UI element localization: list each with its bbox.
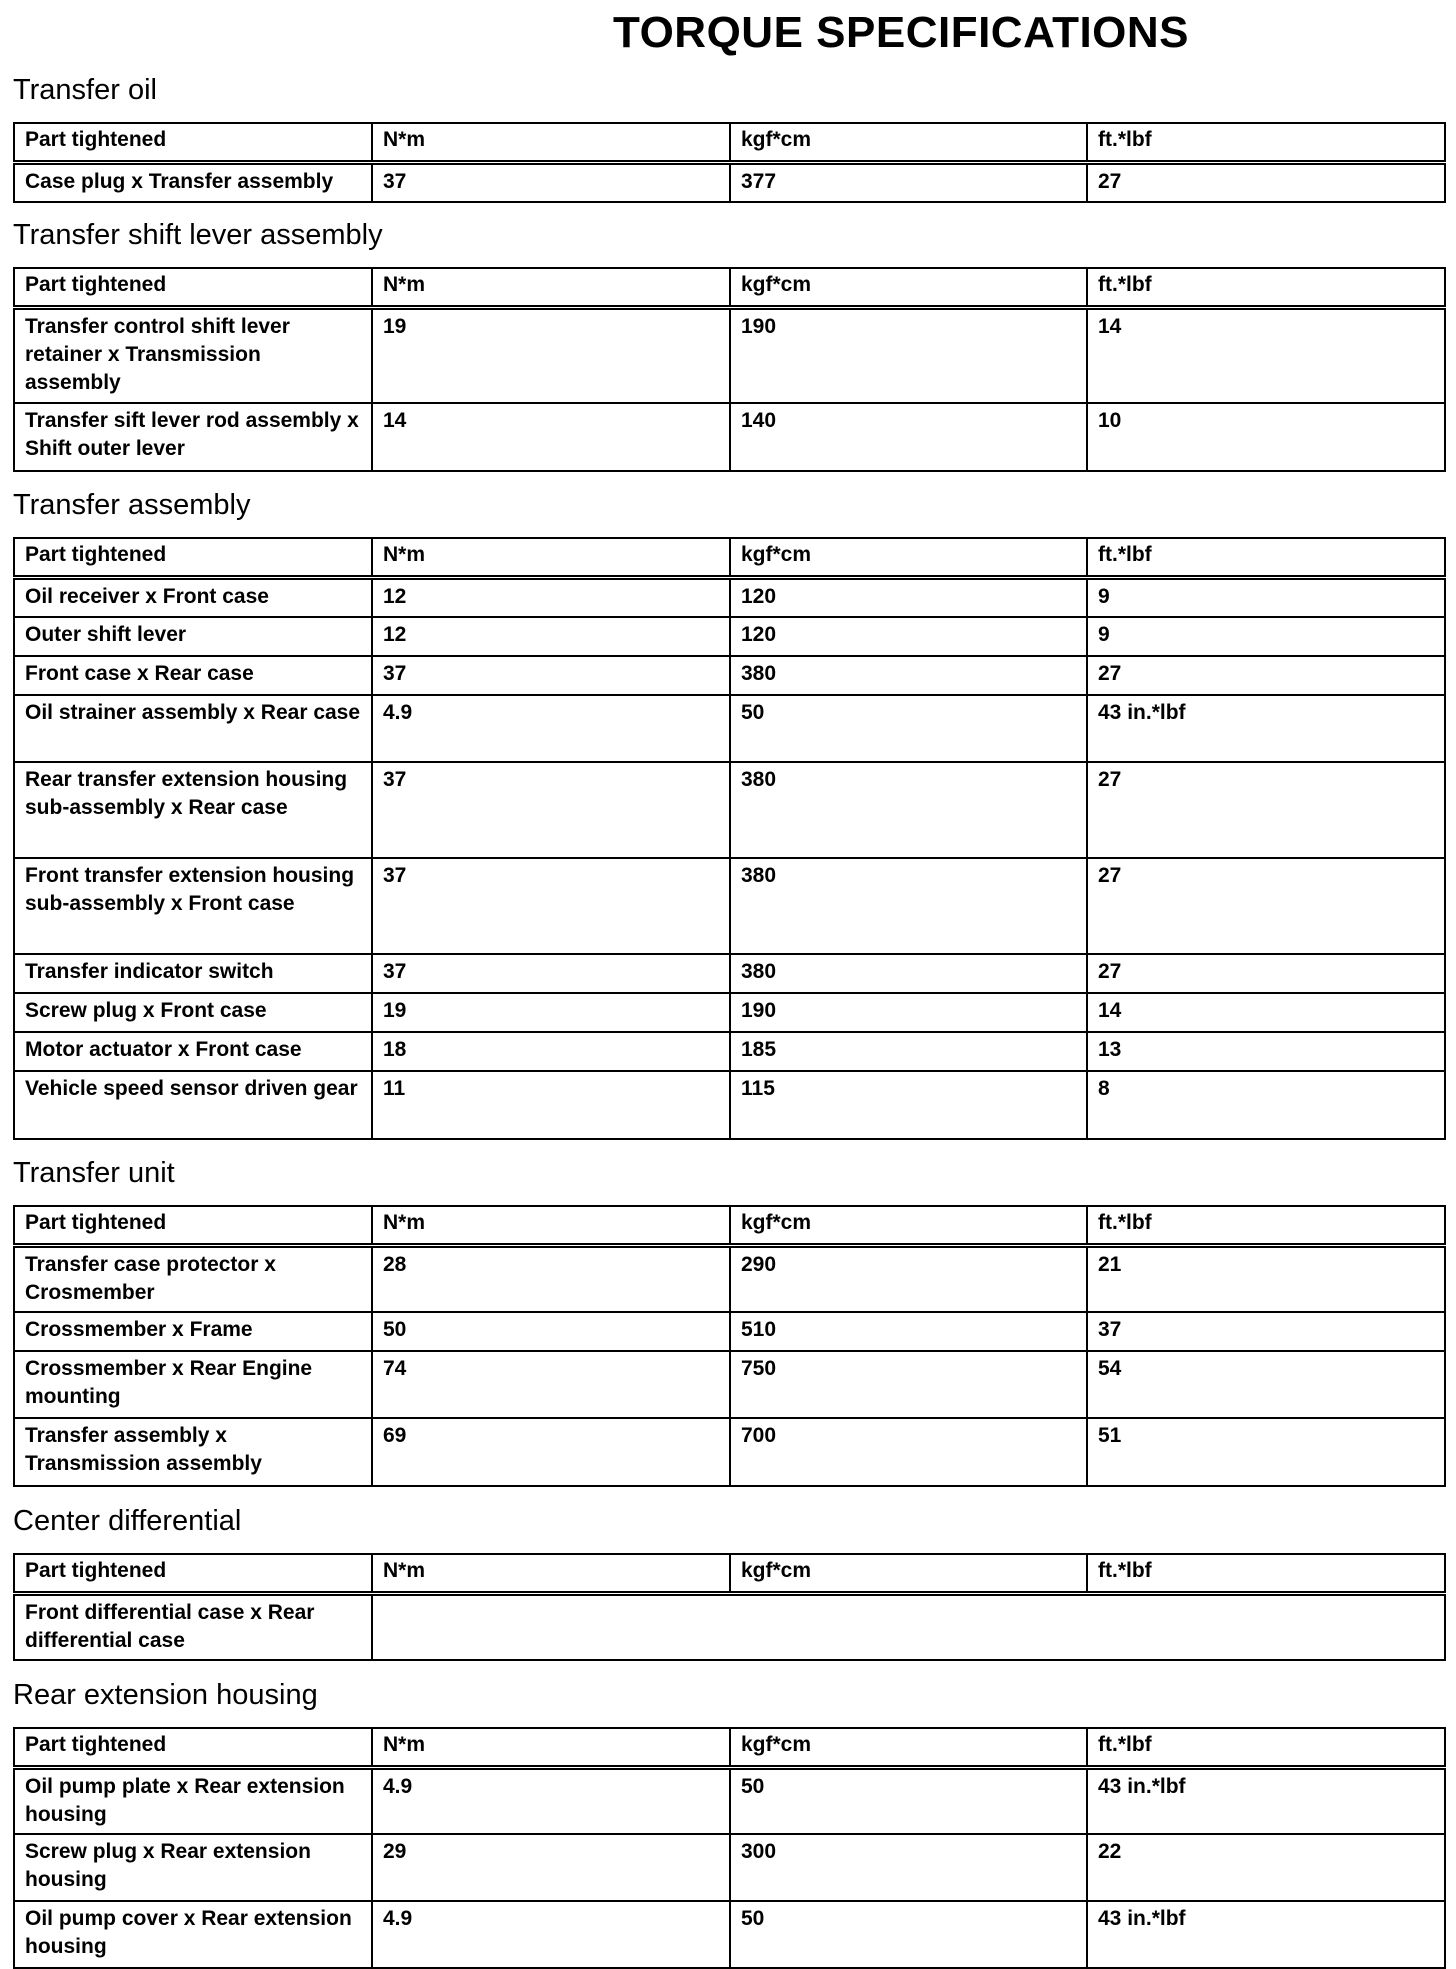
value-cell: 19 [372,993,730,1032]
part-cell: Oil strainer assembly x Rear case [14,695,372,762]
table-row [14,1418,1445,1486]
part-cell: Screw plug x Rear extension housing [14,1834,372,1901]
table-row [14,162,1445,202]
table-row [14,993,1445,1032]
value-cell: 13 [1087,1032,1445,1071]
table-row [14,617,1445,656]
table-row [14,307,1445,403]
column-header: Part tightened [14,538,372,577]
part-cell: Outer shift lever [14,617,372,656]
table-row [14,1245,1445,1312]
section [13,1505,1444,1661]
part-cell: Transfer sift lever rod assembly x Shift outer lever [14,403,372,471]
part-cell: Screw plug x Front case [14,993,372,1032]
torque-table [13,1205,1446,1487]
value-cell: 4.9 [372,1767,730,1834]
part-cell: Crossmember x Frame [14,1312,372,1351]
value-cell: 11 [372,1071,730,1139]
table-row [14,1593,1445,1660]
value-cell: 37 [372,858,730,954]
torque-table [13,1727,1446,1969]
column-header: Part tightened [14,1206,372,1245]
value-cell: 27 [1087,762,1445,858]
section [13,219,1444,472]
value-cell: 14 [1087,993,1445,1032]
part-cell: Crossmember x Rear Engine mounting [14,1351,372,1418]
section [13,1157,1444,1487]
table-header-row [14,1206,1445,1245]
column-header: Part tightened [14,1554,372,1593]
value-cell: 37 [372,762,730,858]
column-header: kgf*cm [730,538,1087,577]
part-cell: Transfer assembly x Transmission assembly [14,1418,372,1486]
value-cell: 43 in.*lbf [1087,1767,1445,1834]
value-cell: 29 [372,1834,730,1901]
table-row [14,403,1445,471]
value-cell: 377 [730,162,1087,202]
value-cell: 37 [372,656,730,695]
value-cell: 4.9 [372,1901,730,1968]
value-cell: 69 [372,1418,730,1486]
value-cell: 50 [372,1312,730,1351]
value-cell: 50 [730,1767,1087,1834]
table-row [14,1351,1445,1418]
table-row [14,1071,1445,1139]
value-cell: 50 [730,695,1087,762]
page-title: TORQUE SPECIFICATIONS [613,8,1190,57]
value-cell: 8 [1087,1071,1445,1139]
table-row [14,695,1445,762]
part-cell: Front transfer extension housing sub-assembly x Front case [14,858,372,954]
part-cell: Vehicle speed sensor driven gear [14,1071,372,1139]
value-cell: 300 [730,1834,1087,1901]
torque-table [13,122,1446,203]
column-header: N*m [372,1554,730,1593]
table-row [14,1032,1445,1071]
table-header-row [14,538,1445,577]
part-cell: Transfer control shift lever retainer x Transmission assembly [14,307,372,403]
column-header: Part tightened [14,1728,372,1767]
section-title: Transfer unit [13,1157,175,1189]
column-header: N*m [372,1206,730,1245]
section [13,489,1444,1140]
table-row [14,1901,1445,1968]
column-header: ft.*lbf [1087,538,1445,577]
column-header: Part tightened [14,268,372,307]
table-row [14,1767,1445,1834]
column-header: ft.*lbf [1087,268,1445,307]
value-cell: 380 [730,656,1087,695]
value-cell: 10 [1087,403,1445,471]
column-header: Part tightened [14,123,372,162]
value-cell: 28 [372,1245,730,1312]
value-cell: 510 [730,1312,1087,1351]
section-title: Rear extension housing [13,1679,318,1711]
value-cell: 21 [1087,1245,1445,1312]
value-cell: 22 [1087,1834,1445,1901]
value-cell: 380 [730,858,1087,954]
value-cell: 9 [1087,577,1445,617]
table-header-row [14,123,1445,162]
column-header: N*m [372,268,730,307]
value-cell: 290 [730,1245,1087,1312]
column-header: kgf*cm [730,123,1087,162]
column-header: ft.*lbf [1087,1206,1445,1245]
column-header: kgf*cm [730,268,1087,307]
value-cell: 115 [730,1071,1087,1139]
section-title: Transfer shift lever assembly [13,219,383,251]
value-cell: 37 [372,954,730,993]
value-cell: 43 in.*lbf [1087,695,1445,762]
value-cell: 27 [1087,858,1445,954]
table-row [14,762,1445,858]
column-header: kgf*cm [730,1728,1087,1767]
value-cell: 18 [372,1032,730,1071]
section-title: Transfer oil [13,74,157,106]
torque-table [13,267,1446,472]
part-cell: Oil receiver x Front case [14,577,372,617]
value-cell: 54 [1087,1351,1445,1418]
section [13,1679,1444,1969]
value-cell: 9 [1087,617,1445,656]
value-cell: 37 [372,162,730,202]
table-row [14,1834,1445,1901]
table-row [14,656,1445,695]
part-cell: Front differential case x Rear differential case [14,1593,372,1660]
value-cell: 12 [372,617,730,656]
value-cell: 74 [372,1351,730,1418]
section-title: Transfer assembly [13,489,251,521]
value-cell: 19 [372,307,730,403]
value-cell: 700 [730,1418,1087,1486]
value-cell: 140 [730,403,1087,471]
value-cell: 27 [1087,656,1445,695]
table-row [14,858,1445,954]
table-header-row [14,1728,1445,1767]
value-cell: 51 [1087,1418,1445,1486]
column-header: kgf*cm [730,1206,1087,1245]
value-cell: 14 [372,403,730,471]
torque-table [13,537,1446,1140]
value-cell: 380 [730,762,1087,858]
part-cell: Transfer indicator switch [14,954,372,993]
value-cell: 27 [1087,162,1445,202]
column-header: ft.*lbf [1087,123,1445,162]
part-cell: Rear transfer extension housing sub-assembly x Rear case [14,762,372,858]
value-cell: 190 [730,307,1087,403]
value-cell: 14 [1087,307,1445,403]
value-cell: 4.9 [372,695,730,762]
torque-table [13,1553,1446,1661]
value-cell: 50 [730,1901,1087,1968]
part-cell: Oil pump cover x Rear extension housing [14,1901,372,1968]
value-cell: 190 [730,993,1087,1032]
value-cell: 120 [730,577,1087,617]
value-cell: 380 [730,954,1087,993]
column-header: ft.*lbf [1087,1728,1445,1767]
part-cell: Case plug x Transfer assembly [14,162,372,202]
column-header: kgf*cm [730,1554,1087,1593]
section-title: Center differential [13,1505,242,1537]
table-header-row [14,1554,1445,1593]
value-cell: 43 in.*lbf [1087,1901,1445,1968]
value-cell: 185 [730,1032,1087,1071]
value-cell-merged [372,1593,1445,1660]
value-cell: 12 [372,577,730,617]
column-header: N*m [372,123,730,162]
part-cell: Oil pump plate x Rear extension housing [14,1767,372,1834]
value-cell: 120 [730,617,1087,656]
column-header: N*m [372,1728,730,1767]
value-cell: 37 [1087,1312,1445,1351]
column-header: N*m [372,538,730,577]
value-cell: 750 [730,1351,1087,1418]
section [13,74,1444,203]
column-header: ft.*lbf [1087,1554,1445,1593]
table-row [14,954,1445,993]
part-cell: Motor actuator x Front case [14,1032,372,1071]
part-cell: Front case x Rear case [14,656,372,695]
table-header-row [14,268,1445,307]
table-row [14,1312,1445,1351]
table-row [14,577,1445,617]
part-cell: Transfer case protector x Crosmember [14,1245,372,1312]
value-cell: 27 [1087,954,1445,993]
